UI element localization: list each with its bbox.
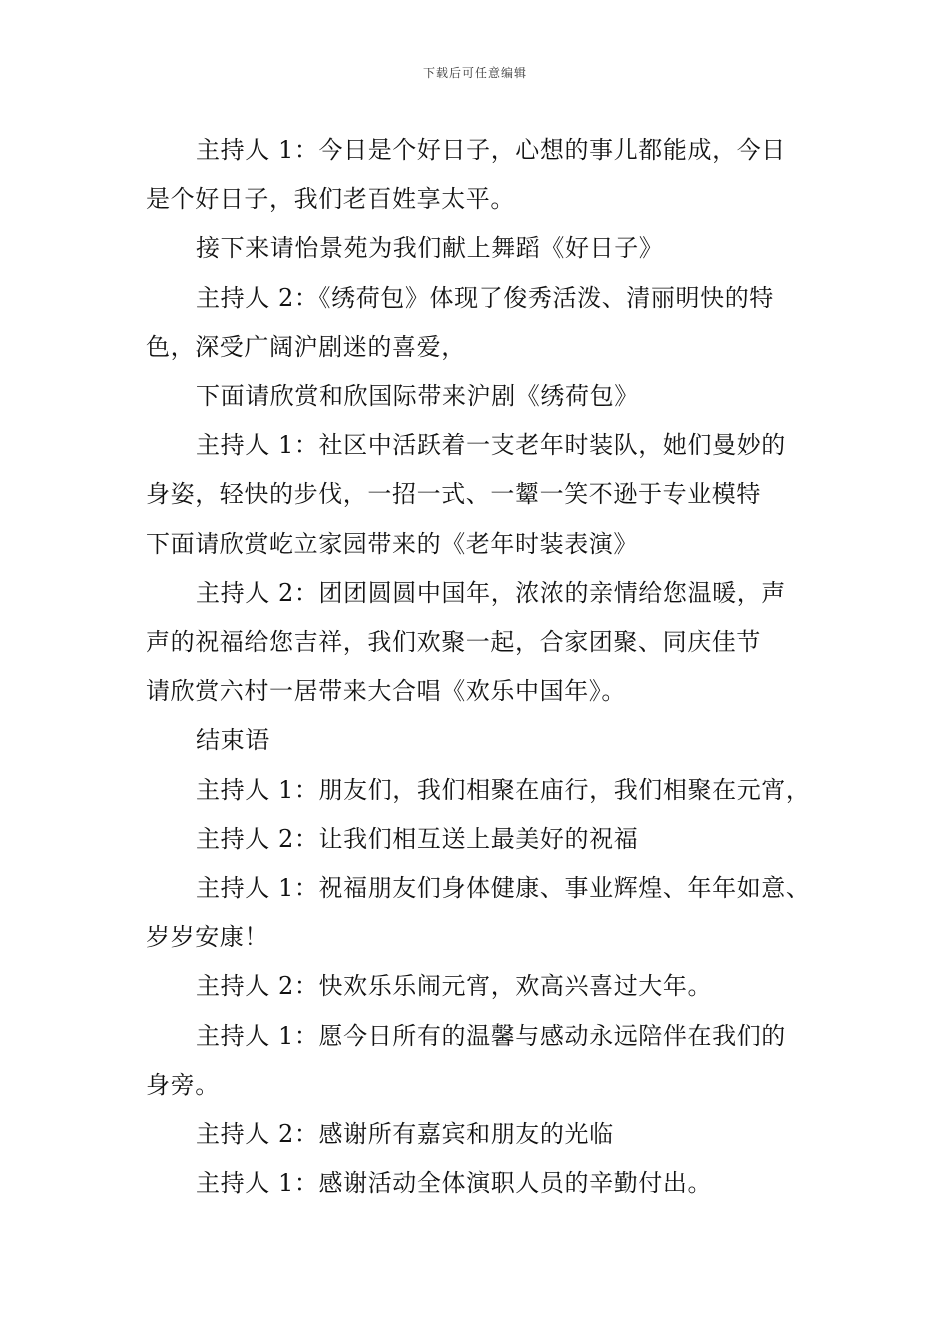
paragraph (146, 1110, 826, 1159)
line: 主持人 2：《绣荷包》体现了俊秀活泼、清丽明快的特 (196, 283, 774, 312)
line: 主持人 1：感谢活动全体演职人员的辛勤付出。 (196, 1169, 713, 1198)
line: 接下来请怡景苑为我们献上舞蹈《好日子》 (196, 234, 664, 263)
paragraph (146, 962, 826, 1011)
line: 下面请欣赏屹立家园带来的《老年时装表演》 (146, 529, 638, 558)
line: 下面请欣赏和欣国际带来沪剧《绣荷包》 (196, 382, 639, 411)
paragraph (146, 224, 826, 273)
line: 主持人 1：愿今日所有的温馨与感动永远陪伴在我们的 (196, 1021, 786, 1050)
line: 岁岁安康！ (146, 923, 269, 952)
paragraph (146, 1012, 826, 1110)
line: 是个好日子，我们老百姓享太平。 (146, 185, 515, 214)
line: 请欣赏六村一居带来大合唱《欢乐中国年》。 (146, 677, 626, 706)
line: 主持人 2：感谢所有嘉宾和朋友的光临 (196, 1120, 614, 1149)
line: 声的祝福给您吉祥，我们欢聚一起，合家团聚、同庆佳节 (146, 628, 761, 657)
line: 主持人 2：让我们相互送上最美好的祝福 (196, 824, 639, 853)
section-heading (146, 716, 826, 765)
paragraph (146, 421, 826, 569)
paragraph (146, 126, 826, 224)
line: 主持人 1：朋友们，我们相聚在庙行，我们相聚在元宵， (196, 775, 811, 804)
line: 主持人 2：团团圆圆中国年，浓浓的亲情给您温暖，声 (196, 578, 786, 607)
paragraph (146, 569, 826, 717)
document-body (146, 126, 826, 1208)
paragraph (146, 815, 826, 864)
paragraph (146, 1159, 826, 1208)
line: 身姿，轻快的步伐，一招一式、一颦一笑不逊于专业模特 (146, 480, 761, 509)
line: 主持人 2：快欢乐乐闹元宵，欢高兴喜过大年。 (196, 972, 713, 1001)
line: 结束语 (196, 726, 270, 755)
line: 主持人 1：社区中活跃着一支老年时装队，她们曼妙的 (196, 431, 786, 460)
line: 主持人 1：今日是个好日子，心想的事儿都能成，今日 (196, 136, 786, 164)
paragraph (146, 372, 826, 421)
paragraph (146, 766, 826, 815)
line: 身旁。 (146, 1070, 220, 1099)
line: 色，深受广阔沪剧迷的喜爱， (146, 332, 466, 361)
line: 主持人 1：祝福朋友们身体健康、事业辉煌、年年如意、 (196, 874, 811, 903)
paragraph (146, 864, 826, 962)
paragraph (146, 274, 826, 372)
page-header: 下载后可任意编辑 (422, 66, 527, 80)
